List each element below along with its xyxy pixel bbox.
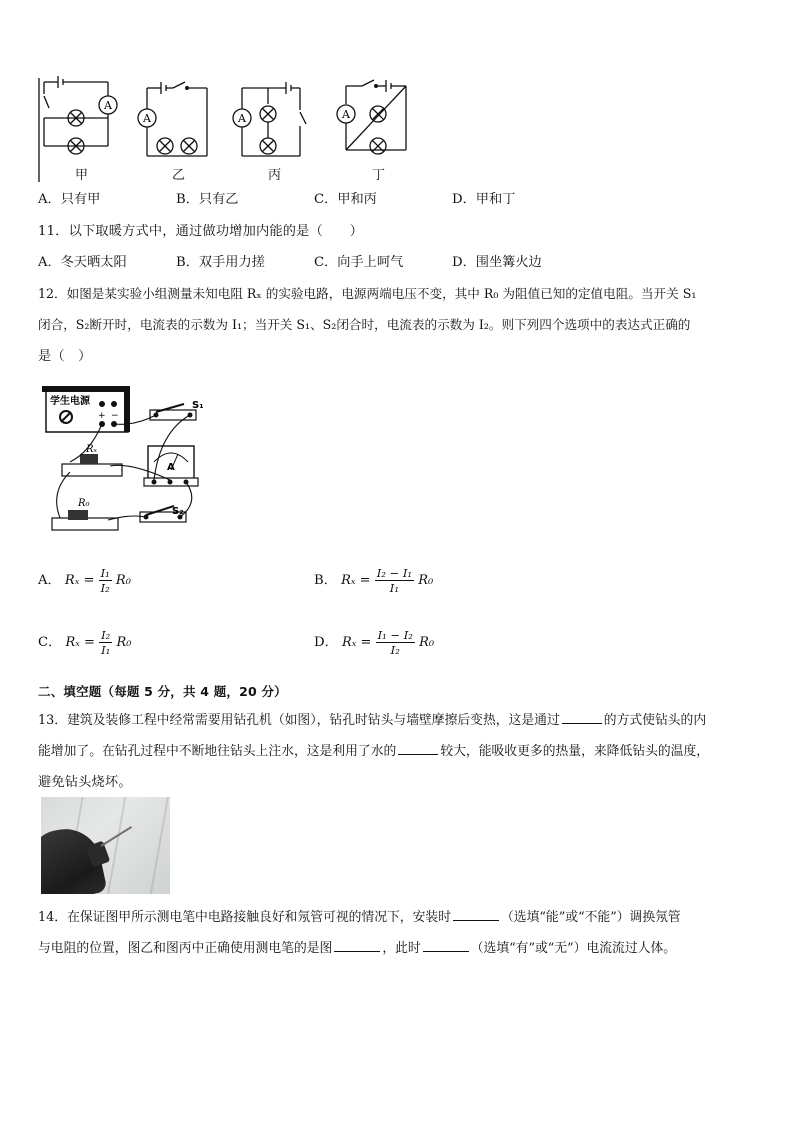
q10-option-b[interactable]: B．只有乙	[176, 192, 239, 207]
circuit-bing	[230, 74, 320, 164]
fraction-numerator: I₁	[100, 566, 110, 580]
q10-option-c[interactable]: C．甲和丙	[314, 192, 377, 207]
q14-text: ，此时	[382, 941, 421, 956]
s2-label: S₂	[172, 506, 184, 517]
formula-fraction	[99, 628, 112, 657]
q13-blank-1[interactable]	[562, 711, 602, 724]
q11-stem: 11．以下取暖方式中，通过做功增加内能的是（ ）	[38, 224, 364, 239]
formula-lhs: Rₓ =	[341, 635, 372, 650]
q13-line3: 避免钻头烧坏。	[38, 775, 132, 790]
q12-stem-line3: 是（ ）	[38, 349, 92, 364]
q10-option-a[interactable]: A．只有甲	[38, 192, 101, 207]
power-supply-label: 学生电源	[50, 396, 90, 407]
q12-option-d[interactable]	[314, 628, 434, 657]
formula-fraction	[376, 628, 415, 657]
ammeter-label: A	[104, 99, 112, 112]
ammeter-label: A	[342, 108, 350, 121]
fraction-numerator: I₂ − I₁	[376, 566, 412, 580]
formula-fraction	[375, 566, 414, 595]
q11-option-d[interactable]: D．围坐篝火边	[452, 255, 542, 270]
circuit-label-yi: 乙	[172, 168, 186, 183]
fraction-numerator: I₂	[101, 628, 111, 642]
q14-blank-2[interactable]	[334, 939, 380, 952]
q13-text: 的方式使钻头的内	[603, 713, 707, 728]
formula-tail: R₀	[419, 635, 435, 650]
fraction-denominator: I₁	[389, 581, 399, 595]
minus-label: −	[111, 411, 119, 421]
formula-tail: R₀	[116, 635, 132, 650]
option-letter: D．	[314, 635, 338, 650]
q14-blank-1[interactable]	[453, 908, 499, 921]
q13-blank-2[interactable]	[398, 742, 438, 755]
q13-text: 较大，能吸收更多的热量，来降低钻头的温度，	[440, 744, 710, 759]
rx-label: Rₓ	[86, 444, 98, 455]
q14-blank-3[interactable]	[423, 939, 469, 952]
circuit-label-ding: 丁	[372, 168, 386, 183]
q14-text: （选填“能”或“不能”）调换氖管	[501, 910, 681, 925]
fraction-denominator: I₂	[100, 581, 110, 595]
q14-text: 14．在保证图甲所示测电笔中电路接触良好和氖管可视的情况下，安装时	[38, 910, 451, 925]
formula-lhs: Rₓ =	[65, 635, 95, 650]
q14-text: （选填“有”或“无”）电流流过人体。	[470, 941, 677, 956]
q10-option-d[interactable]: D．甲和丁	[452, 192, 516, 207]
q13-text: 13．建筑及装修工程中经常需要用钻孔机（如图），钻孔时钻头与墙壁摩擦后变热，这是通过	[38, 713, 560, 728]
q11-option-a[interactable]: A．冬天晒太阳	[38, 255, 127, 270]
circuit-label-jia: 甲	[75, 168, 89, 183]
formula-fraction	[99, 566, 112, 595]
q11-option-b[interactable]: B．双手用力搓	[176, 255, 265, 270]
circuit-yi	[135, 74, 215, 164]
r0-label: R₀	[78, 498, 90, 509]
formula-tail: R₀	[418, 573, 434, 588]
circuit-label-bing: 丙	[268, 168, 282, 183]
fraction-numerator: I₁ − I₂	[377, 628, 413, 642]
formula-tail: R₀	[115, 573, 131, 588]
q14-line1	[38, 906, 681, 925]
ammeter-label: A	[238, 112, 246, 125]
q12-experiment-figure	[40, 382, 210, 542]
q11-option-c[interactable]: C．向手上呵气	[314, 255, 404, 270]
q14-line2	[38, 937, 676, 956]
option-letter: C．	[38, 635, 62, 650]
ammeter-label: A	[143, 112, 151, 125]
circuit-ding	[334, 74, 414, 164]
option-letter: A．	[38, 573, 61, 588]
q12-stem-line2: 闭合，S₂断开时，电流表的示数为 I₁；当开关 S₁、S₂闭合时，电流表的示数为 I₂。则下列四个选项中的表达式正确的	[38, 317, 691, 332]
q12-option-c[interactable]	[38, 628, 131, 657]
fraction-denominator: I₂	[390, 643, 400, 657]
plus-label: +	[98, 411, 106, 421]
q13-line1	[38, 709, 706, 728]
circuit-jia	[38, 74, 128, 164]
q12-stem-line1: 12．如图是某实验小组测量未知电阻 Rₓ 的实验电路，电源两端电压不变，其中 R₀ 为阻值已知的定值电阻。当开关 S₁	[38, 286, 697, 301]
drill-photo	[41, 797, 170, 894]
formula-lhs: Rₓ =	[64, 573, 95, 588]
fraction-denominator: I₁	[101, 643, 111, 657]
section-title: 二、填空题（每题 5 分，共 4 题，20 分）	[38, 684, 287, 699]
formula-lhs: Rₓ =	[341, 573, 371, 588]
q12-option-a[interactable]	[38, 566, 131, 595]
q14-text: 与电阻的位置，图乙和图丙中正确使用测电笔的是图	[38, 941, 333, 956]
option-letter: B．	[314, 573, 337, 588]
ammeter-label: A	[167, 462, 175, 473]
q13-text: 能增加了。在钻孔过程中不断地往钻头上注水，这是利用了水的	[38, 744, 397, 759]
q10-circuits-figure	[0, 0, 794, 185]
q13-line2	[38, 740, 709, 759]
q12-option-b[interactable]	[314, 566, 433, 595]
s1-label: S₁	[192, 400, 204, 411]
